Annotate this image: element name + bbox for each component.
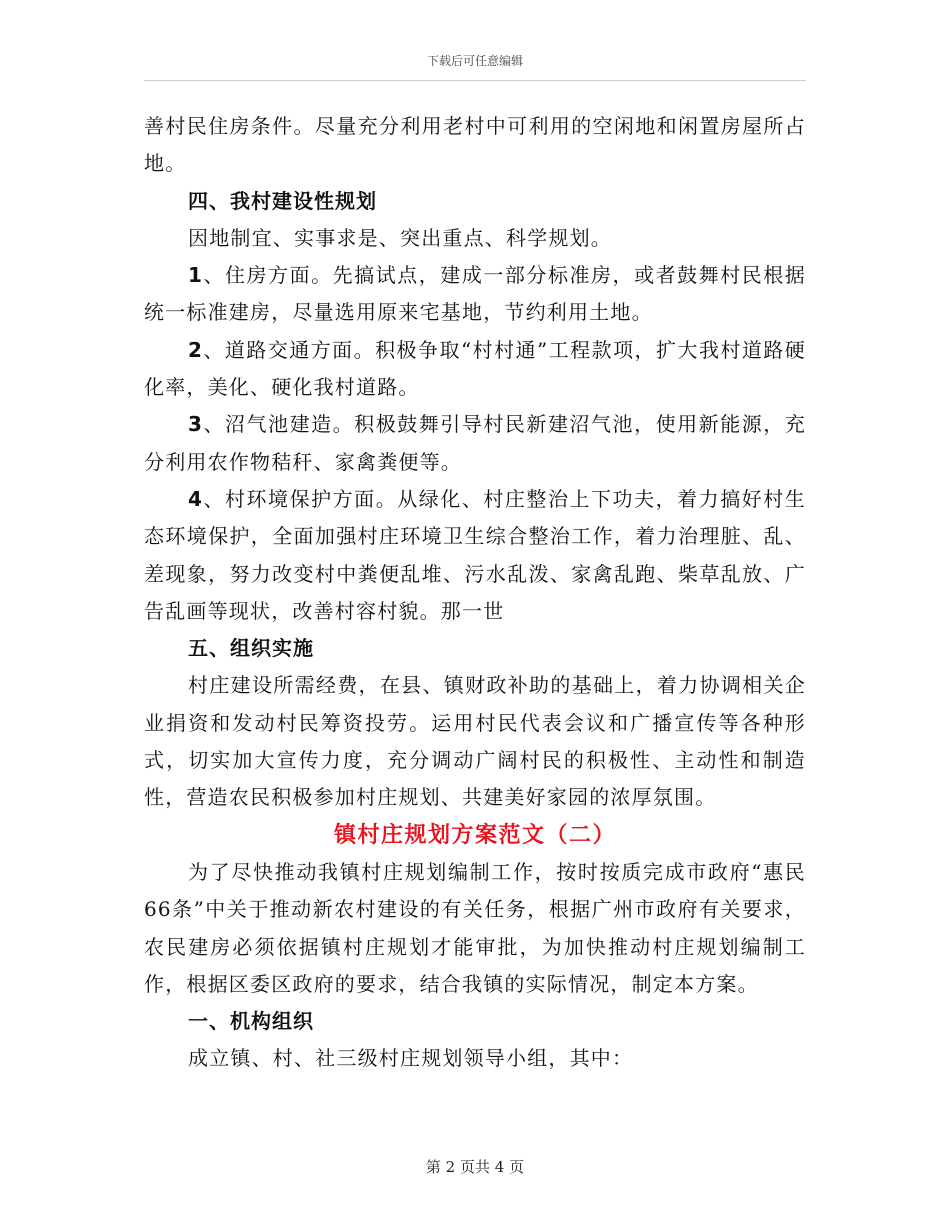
- numbered-item-3: [144, 406, 806, 481]
- item-text: 、住房方面。先搞试点，建成一部分标准房，或者鼓舞村民根据统一标准建房，尽量选用原来宅基地，节约利用土地。: [144, 263, 806, 325]
- page-footer: 第 2 页共 4 页: [425, 1158, 525, 1176]
- document-title: 镇村庄规划方案范文（二）: [333, 822, 616, 848]
- item-text: 、村环境保护方面。从绿化、村庄整治上下功夫，着力搞好村生态环境保护，全面加强村庄环境卫生综合整治工作，着力治理脏、乱、差现象，努力改变村中粪便乱堆、污水乱泼、家禽乱跑、柴草乱放、广告乱画等现状，改善村容村貌。那一世: [144, 486, 806, 623]
- item-number: 4: [188, 486, 204, 511]
- item-text: 、沼气池建造。积极鼓舞引导村民新建沼气池，使用新能源，充分利用农作物秸秆、家禽粪便等。: [144, 412, 806, 474]
- paragraph: 村庄建设所需经费，在县、镇财政补助的基础上，着力协调相关企业捐资和发动村民筹资投劳。运用村民代表会议和广播宣传等各种形式，切实加大宣传力度，充分调动广阔村民的积极性、主动性和制造性，营造农民积极参加村庄规划、共建美好家园的浓厚氛围。: [144, 673, 806, 810]
- section-heading-5: 五、组织实施: [188, 636, 314, 661]
- document-body: [144, 108, 806, 1078]
- item-number: 2: [188, 337, 204, 362]
- paragraph: 成立镇、村、社三级村庄规划领导小组，其中：: [188, 1046, 634, 1071]
- item-number: 1: [188, 263, 204, 288]
- numbered-item-2: [144, 332, 806, 407]
- page-header: 下载后可任意编辑: [426, 54, 523, 68]
- header-divider: [144, 80, 806, 81]
- item-number: 3: [188, 412, 204, 437]
- paragraph: 因地制宜、实事求是、突出重点、科学规划。: [188, 225, 612, 250]
- numbered-item-1: [144, 257, 806, 332]
- paragraph-continued: 善村民住房条件。尽量充分利用老村中可利用的空闲地和闲置房屋所占地。: [144, 114, 806, 176]
- numbered-item-4: [144, 481, 806, 630]
- section-heading-1: 一、机构组织: [188, 1009, 314, 1034]
- paragraph: 为了尽快推动我镇村庄规划编制工作，按时按质完成市政府“惠民66条”中关于推动新农村建设的有关任务，根据广州市政府有关要求，农民建房必须依据镇村庄规划才能审批，为加快推动村庄规划编制工作，根据区委区政府的要求，结合我镇的实际情况，制定本方案。: [144, 859, 806, 996]
- section-heading-4: 四、我村建设性规划: [188, 188, 377, 213]
- item-text: 、道路交通方面。积极争取“村村通”工程款项，扩大我村道路硬化率，美化、硬化我村道路。: [144, 337, 806, 400]
